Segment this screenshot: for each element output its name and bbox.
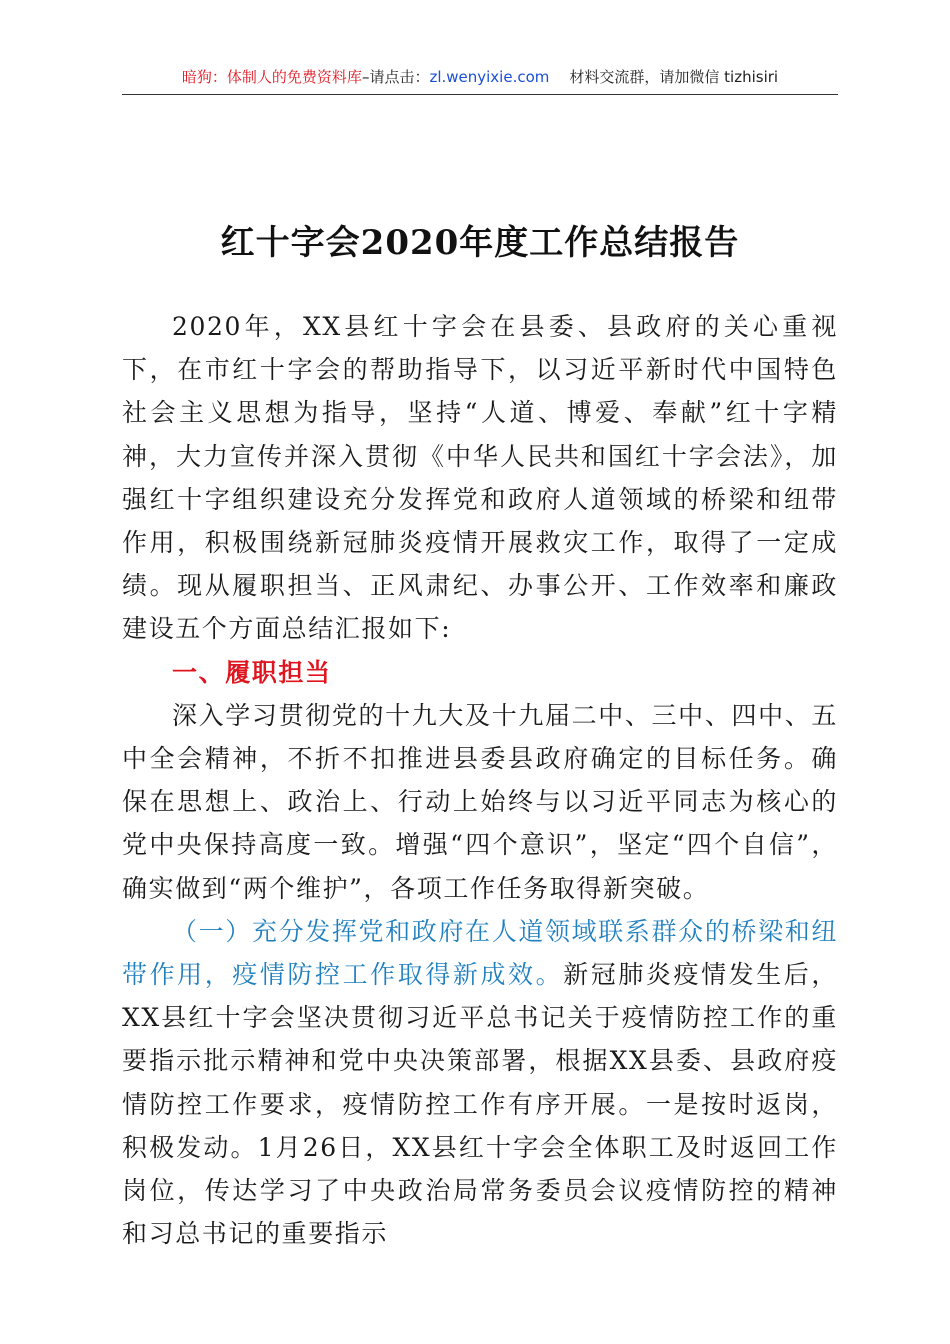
page-header [122, 60, 838, 95]
section-1-paragraph: 深入学习贯彻党的十九大及十九届二中、三中、四中、五中全会精神，不折不扣推进县委县政府确定的目标任务。确保在思想上、政治上、行动上始终与以习近平同志为核心的党中央保持高度一致。增强“四个意识”，坚定“四个自信”，确实做到“两个维护”，各项工作任务取得新突破。 [122, 700, 838, 903]
subsection-1-paragraph [122, 910, 838, 1256]
promo-link[interactable]: zl.wenyixie.com [429, 68, 550, 86]
document-body [122, 305, 838, 1255]
intro-paragraph: 2020年，XX县红十字会在县委、县政府的关心重视下，在市红十字会的帮助指导下，以习近平新时代中国特色社会主义思想为指导，坚持“人道、博爱、奉献”红十字精神，大力宣传并深入贯彻《中华人民共和国红十字会法》，加强红十字组织建设充分发挥党和政府人道领域的桥梁和纽带作用，积极围绕新冠肺炎疫情开展救灾工作，取得了一定成绩。现从履职担当、正风肃纪、办事公开、工作效率和廉政建设五个方面总结汇报如下: [122, 312, 838, 644]
promo-site-name: 暗狗：体制人的免费资料库 [181, 68, 362, 86]
document-title: 红十字会2020年度工作总结报告 [220, 223, 740, 263]
section-heading-1: 一、履职担当 [172, 657, 332, 687]
promo-group-info: 材料交流群，请加微信 tizhisiri [569, 68, 779, 86]
subsection-1-heading: （一）充分发挥党和政府在人道领域联系群众的桥梁和纽带作用，疫情防控工作取得新成效。 [122, 916, 838, 990]
subsection-1-text: 新冠肺炎疫情发生后，XX县红十字会坚决贯彻习近平总书记关于疫情防控工作的重要指示批示精神和党中央决策部署，根据XX县委、县政府疫情防控工作要求，疫情防控工作有序开展。一是按时返岗，积极发动。1月26日，XX县红十字会全体职工及时返回工作岗位，传达学习了中央政治局常务委员会议疫情防控的精神和习总书记的重要指示 [122, 960, 838, 1249]
promo-click-hint: –请点击： [361, 68, 430, 86]
